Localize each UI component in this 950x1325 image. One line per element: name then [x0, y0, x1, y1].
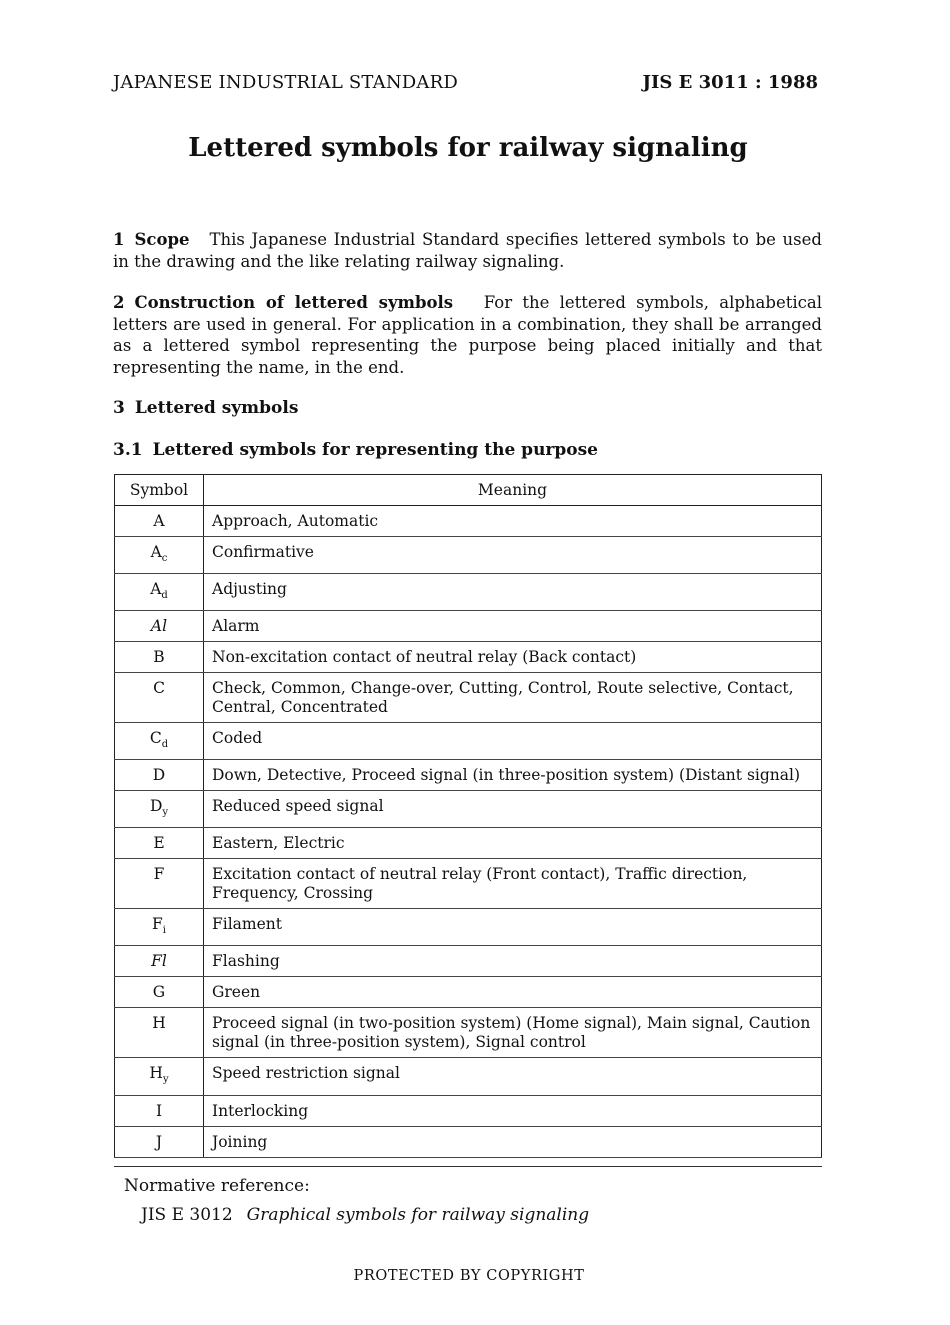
symbol-cell	[115, 977, 204, 1008]
table-row	[115, 791, 822, 828]
symbol-cell	[115, 946, 204, 977]
meaning-cell: Flashing	[204, 946, 822, 977]
symbol-subscript: i	[162, 925, 166, 937]
meaning-cell: Speed restriction signal	[204, 1058, 822, 1095]
symbol-letter: A	[150, 543, 162, 561]
symbol-cell	[115, 574, 204, 611]
symbol-cell	[115, 859, 204, 909]
reference-title: Graphical symbols for railway signaling	[246, 1205, 590, 1225]
symbol-letter: G	[152, 983, 166, 1002]
symbol-letter: H	[149, 1064, 163, 1083]
table-row	[115, 611, 822, 642]
meaning-column-header: Meaning	[204, 475, 822, 506]
symbol-cell	[115, 1126, 204, 1157]
table-row	[115, 673, 822, 723]
section-text: For the lettered symbols, alphabetical letters are used in general. For application in a combination, they shall be arranged as a lettered symbol representing the purpose being placed initially and that representing the name, in the end.	[113, 293, 822, 377]
table-body	[115, 506, 822, 1158]
table-row	[115, 537, 822, 574]
symbol-letter: E	[153, 834, 165, 853]
meaning-cell: Down, Detective, Proceed signal (in three-position system) (Distant signal)	[204, 760, 822, 791]
section-number: 3.1	[113, 440, 143, 460]
reference-code: JIS E 3012	[141, 1205, 233, 1225]
normative-reference-label: Normative reference:	[124, 1176, 310, 1196]
meaning-cell: Excitation contact of neutral relay (Front contact), Traffic direction, Frequency, Crossing	[204, 859, 822, 909]
symbol-letter: C	[153, 679, 165, 698]
symbol-column-header: Symbol	[115, 475, 204, 506]
symbol-cell	[115, 723, 204, 760]
meaning-cell: Filament	[204, 909, 822, 946]
symbol-subscript: c	[161, 553, 168, 565]
standard-label: JAPANESE INDUSTRIAL STANDARD	[113, 72, 459, 93]
section-heading: Scope	[134, 230, 190, 249]
symbol-cell	[115, 673, 204, 723]
symbol-subscript: y	[162, 1074, 169, 1086]
symbol-subscript: y	[162, 807, 169, 819]
section-number: 2	[113, 293, 125, 312]
section-heading: Lettered symbols for representing the purpose	[152, 440, 598, 460]
table-row	[115, 1126, 822, 1157]
symbol-letter: Fl	[151, 952, 167, 971]
table-row	[115, 909, 822, 946]
symbol-cell	[115, 611, 204, 642]
table-row	[115, 723, 822, 760]
symbol-cell	[115, 537, 204, 574]
symbol-letter: H	[152, 1014, 166, 1033]
section-lettered-symbols	[113, 398, 298, 418]
symbol-cell	[115, 506, 204, 537]
symbol-cell	[115, 1008, 204, 1058]
copyright-notice: PROTECTED BY COPYRIGHT	[353, 1268, 585, 1284]
section-scope	[113, 229, 822, 272]
symbol-letter: A	[150, 580, 162, 599]
symbol-cell	[115, 760, 204, 791]
symbol-cell	[115, 828, 204, 859]
footnote-divider	[114, 1166, 822, 1167]
table-row	[115, 828, 822, 859]
symbol-letter: I	[155, 1101, 163, 1120]
meaning-cell: Adjusting	[204, 574, 822, 611]
subsection-purpose	[113, 440, 598, 460]
symbol-letter: B	[153, 648, 165, 667]
meaning-cell: Coded	[204, 723, 822, 760]
meaning-cell: Eastern, Electric	[204, 828, 822, 859]
table-row	[115, 1008, 822, 1058]
symbol-subscript: d	[161, 590, 168, 602]
meaning-cell: Reduced speed signal	[204, 791, 822, 828]
symbol-cell	[115, 1058, 204, 1095]
symbol-cell	[115, 791, 204, 828]
symbol-cell	[115, 909, 204, 946]
table-row	[115, 760, 822, 791]
table-row	[115, 1058, 822, 1095]
symbol-letter: F	[153, 865, 165, 884]
page-title: Lettered symbols for railway signaling	[188, 133, 748, 163]
symbol-cell	[115, 642, 204, 673]
table-row	[115, 946, 822, 977]
meaning-cell: Non-excitation contact of neutral relay (Back contact)	[204, 642, 822, 673]
meaning-cell: Green	[204, 977, 822, 1008]
meaning-cell: Check, Common, Change-over, Cutting, Control, Route selective, Contact, Central, Concentrated	[204, 673, 822, 723]
meaning-cell: Interlocking	[204, 1095, 822, 1126]
section-construction	[113, 292, 822, 378]
table-row	[115, 642, 822, 673]
symbol-letter: D	[152, 766, 166, 785]
symbols-table	[114, 474, 822, 1158]
symbol-letter: F	[152, 915, 163, 934]
section-heading: Construction of lettered symbols	[134, 293, 454, 312]
table-row	[115, 859, 822, 909]
meaning-cell: Alarm	[204, 611, 822, 642]
symbol-cell	[115, 1095, 204, 1126]
section-heading: Lettered symbols	[134, 398, 299, 418]
table-header-row	[115, 475, 822, 506]
section-number: 1	[113, 230, 125, 249]
table-row	[115, 1095, 822, 1126]
symbol-letter: J	[155, 1132, 163, 1151]
symbol-letter: A	[153, 512, 165, 530]
symbol-subscript: d	[161, 739, 169, 751]
section-number: 3	[113, 398, 125, 418]
symbol-letter: D	[149, 797, 163, 816]
meaning-cell: Approach, Automatic	[204, 506, 822, 537]
symbol-letter: C	[149, 729, 162, 748]
table-row	[115, 977, 822, 1008]
table-row	[115, 506, 822, 537]
table-row	[115, 574, 822, 611]
normative-reference	[141, 1205, 589, 1225]
section-text: This Japanese Industrial Standard specifies lettered symbols to be used in the drawing and the like relating railway signaling.	[113, 230, 822, 271]
meaning-cell: Proceed signal (in two-position system) (Home signal), Main signal, Caution signal (in three-position system), Signal control	[204, 1008, 822, 1058]
meaning-cell: Joining	[204, 1126, 822, 1157]
meaning-cell: Confirmative	[204, 537, 822, 574]
symbol-letter: Al	[150, 617, 168, 636]
standard-number: JIS E 3011 : 1988	[642, 72, 818, 93]
